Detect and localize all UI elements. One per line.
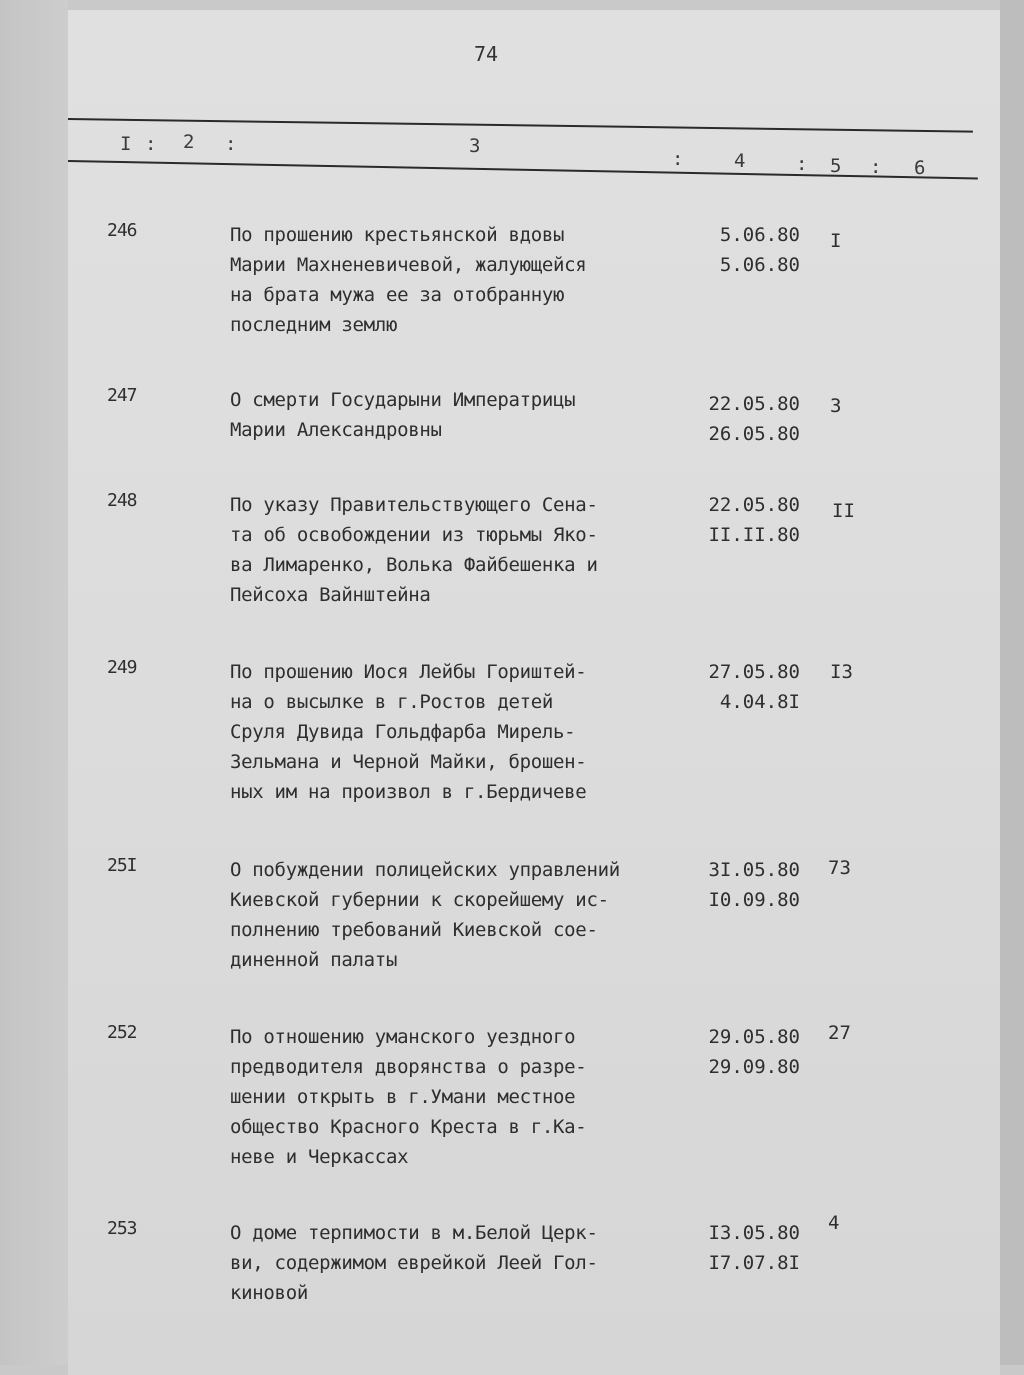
row-number: 248	[107, 490, 137, 511]
date-end: 4.04.8I	[719, 691, 800, 713]
header-separator: :	[225, 133, 237, 155]
date-end: 29.09.80	[708, 1056, 800, 1078]
row-number: 247	[107, 385, 137, 406]
row-number: 252	[107, 1022, 137, 1043]
row-sheets: 3	[830, 395, 842, 417]
row-dates	[690, 1218, 800, 1278]
date-start: 3I.05.80	[708, 859, 800, 881]
row-dates	[690, 855, 800, 915]
date-end: I0.09.80	[708, 889, 800, 911]
row-description: По отношению уманского уездного предводителя дворянства о разре- шении открыть в г.Умани местное общество Красного Креста в г.Ка- неве и Черкассах	[230, 1026, 587, 1168]
row-sheets: 4	[828, 1212, 840, 1234]
header-separator: :	[796, 153, 808, 175]
date-start: 5.06.80	[719, 224, 800, 246]
header-col-3: 3	[469, 135, 481, 157]
row-description: О доме терпимости в м.Белой Церк- ви, содержимом еврейкой Леей Гол- киновой	[230, 1222, 598, 1304]
row-description: По прошению крестьянской вдовы Марии Махненевичевой, жалующейся на брата мужа ее за отобранную последним землю	[230, 224, 587, 336]
row-sheets: I	[830, 230, 842, 252]
row-dates	[690, 389, 800, 449]
row-number: 25I	[107, 855, 137, 876]
row-description: По прошению Иося Лейбы Гориштей- на о высылке в г.Ростов детей Сруля Дувида Гольдфарба Мирель- Зельмана и Черной Майки, брошен- ных им на произвол в г.Бердичеве	[230, 661, 587, 803]
row-sheets: 27	[828, 1022, 851, 1044]
row-sheets: II	[832, 500, 855, 522]
row-dates	[690, 1022, 800, 1082]
row-number: 249	[107, 657, 137, 678]
date-start: 22.05.80	[708, 494, 800, 516]
row-sheets: 73	[828, 857, 851, 879]
date-end: I7.07.8I	[708, 1252, 800, 1274]
row-dates	[690, 220, 800, 280]
row-description: О побуждении полицейских управлений Киевской губернии к скорейшему ис- полнению требований Киевской сое- диненной палаты	[230, 859, 620, 971]
header-separator: :	[870, 156, 882, 178]
row-description: О смерти Государыни Императрицы Марии Александровны	[230, 389, 576, 441]
date-start: I3.05.80	[708, 1222, 800, 1244]
header-col-4: 4	[734, 150, 746, 172]
date-end: II.II.80	[708, 524, 800, 546]
date-end: 26.05.80	[708, 423, 800, 445]
header-col-2: 2	[183, 131, 195, 153]
page-number: 74	[474, 42, 499, 66]
row-dates	[690, 657, 800, 717]
date-end: 5.06.80	[719, 254, 800, 276]
row-description: По указу Правительствующего Сена- та об освобождении из тюрьмы Яко- ва Лимаренко, Волька Файбешенка и Пейсоха Вайнштейна	[230, 494, 598, 606]
header-col-1: I	[120, 133, 132, 155]
date-start: 27.05.80	[708, 661, 800, 683]
right-margin-shadow	[1000, 0, 1024, 1365]
date-start: 29.05.80	[708, 1026, 800, 1048]
header-col-5: 5	[830, 155, 842, 177]
row-number: 246	[107, 220, 137, 241]
row-number: 253	[107, 1218, 137, 1239]
row-sheets: I3	[830, 661, 853, 683]
left-margin-shadow	[0, 0, 68, 1365]
date-start: 22.05.80	[708, 393, 800, 415]
header-separator: :	[145, 133, 157, 155]
row-dates	[690, 490, 800, 550]
header-separator: :	[672, 148, 684, 170]
header-col-6: 6	[914, 157, 926, 179]
